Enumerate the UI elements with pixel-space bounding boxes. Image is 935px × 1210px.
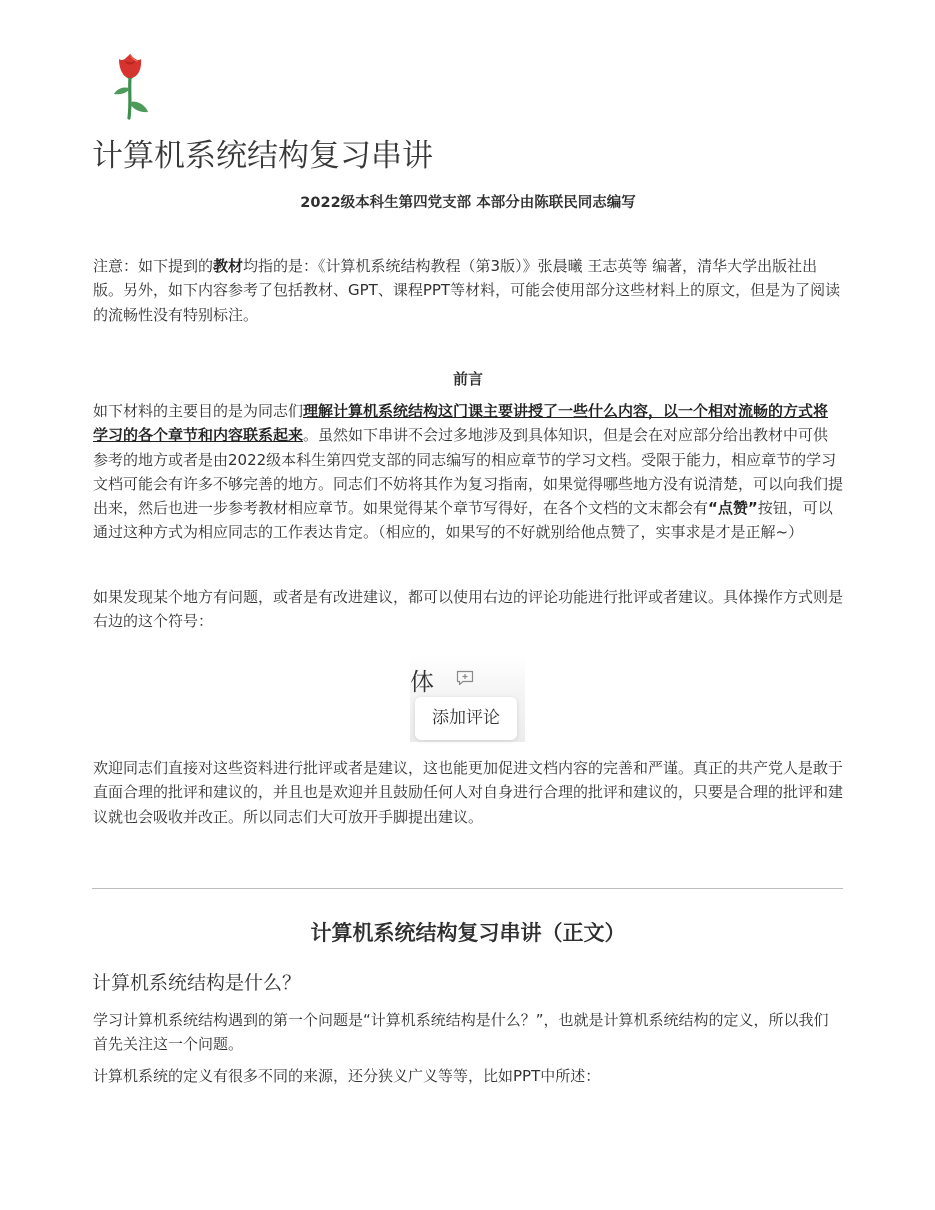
main-section-title: 计算机系统结构复习串讲（正文）: [310, 921, 626, 945]
note-paragraph: [93, 254, 843, 327]
add-comment-button: 添加评论: [415, 697, 517, 740]
subsection-heading: 计算机系统结构是什么？: [92, 972, 302, 994]
preface-emphasis: 理解计算机系统结构这门课主要讲授了一些什么内容，以一个相对流畅的方式将学习的各个章节和内容联系起来: [93, 402, 829, 445]
note-text-start: 注意：如下提到的: [93, 257, 214, 275]
preface-paragraph-1: [93, 399, 843, 545]
main-paragraph-1: 学习计算机系统结构遇到的第一个问题是“计算机系统结构是什么？”，也就是计算机系统结构的定义，所以我们首先关注这一个问题。: [93, 1011, 829, 1054]
sample-character: 体: [410, 668, 434, 696]
main-paragraph-2: 计算机系统的定义有很多不同的来源，还分狭义广义等等，比如PPT中所述：: [93, 1067, 601, 1085]
preface-paragraph-3: 欢迎同志们直接对这些资料进行批评或者是建议，这也能更加促进文档内容的完善和严谨。真正的共产党人是敢于直面合理的批评和建议的，并且也是欢迎并且鼓励任何人对自身进行合理的批评和建议的，只要是合理的批评和建议就也会吸收并改正。所以同志们大可放开手脚提出建议。: [93, 759, 844, 826]
section-divider: [92, 888, 843, 889]
comment-feature-screenshot: [410, 656, 525, 742]
like-button-mention: “点赞”: [708, 499, 758, 518]
page-title: 计算机系统结构复习串讲: [92, 138, 433, 174]
preface-text-end: 按钮，可以通过这种方式为相应同志的工作表达肯定。（相应的，如果写的不好就别给他点赞了，实事求是才是正解~）: [93, 499, 833, 542]
add-comment-icon: [456, 670, 474, 686]
preface-text-mid: 。虽然如下串讲不会过多地涉及到具体知识，但是会在对应部分给出教材中可供参考的地方或者是由2022级本科生第四党支部的同志编写的相应章节的学习文档。受限于能力，相应章节的学习文档可能会有许多不够完善的地方。同志们不妨将其作为复习指南，如果觉得哪些地方没有说清楚，可以向我们提出来，然后也进一步参考教材相应章节。如果觉得某个章节写得好，在各个文档的文末都会有: [93, 426, 844, 518]
note-text-end: 均指的是：《计算机系统结构教程（第3版）》张晨曦 王志英等 编著，清华大学出版社出版。另外，如下内容参考了包括教材、GPT、课程PPT等材料，可能会使用部分这些材料上的原文，但是为了阅读的流畅性没有特别标注。: [93, 257, 841, 324]
note-text-bold: 教材: [213, 257, 244, 275]
preface-paragraph-2: 如果发现某个地方有问题，或者是有改进建议，都可以使用右边的评论功能进行批评或者建议。具体操作方式则是右边的这个符号：: [93, 588, 844, 631]
rose-icon: [108, 50, 154, 122]
preface-heading: 前言: [452, 370, 483, 388]
preface-text-start: 如下材料的主要目的是为同志们: [93, 402, 304, 420]
page-subtitle: 2022级本科生第四党支部 本部分由陈联民同志编写: [300, 195, 636, 211]
